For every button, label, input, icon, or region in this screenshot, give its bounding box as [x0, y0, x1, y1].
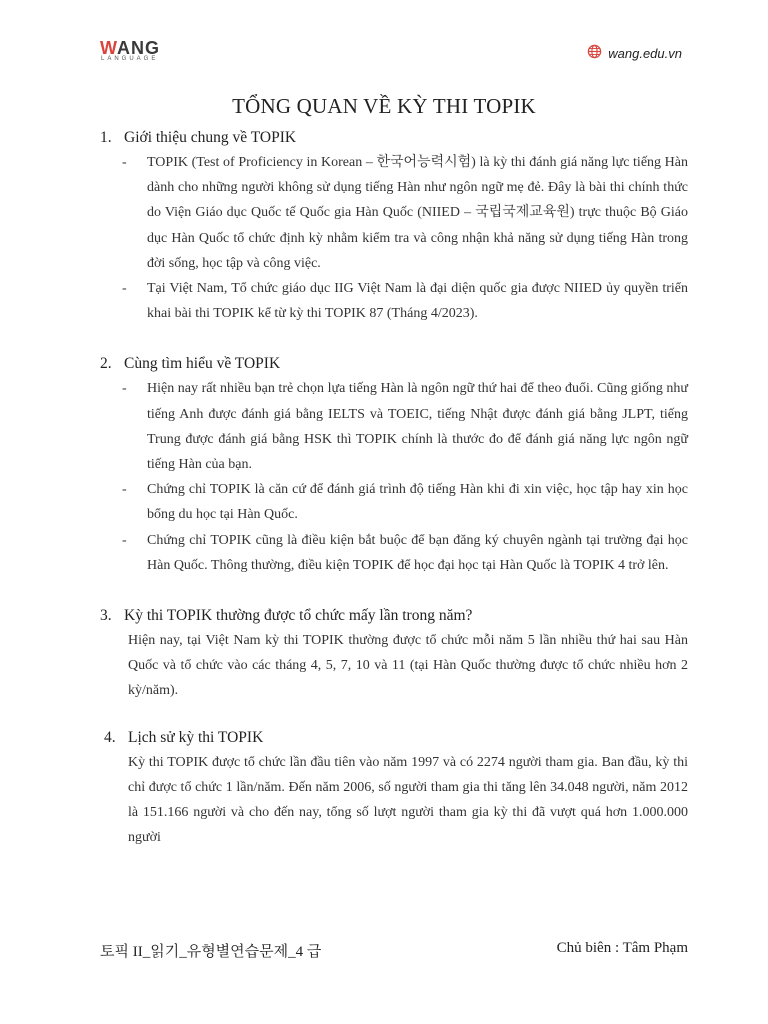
logo-subtext: LANGUAGE [101, 56, 159, 62]
section-1-list [100, 150, 688, 326]
website-text[interactable]: wang.edu.vn [608, 45, 682, 61]
section-4-paragraph: Kỳ thi TOPIK được tổ chức lần đầu tiên vào năm 1997 và có 2274 người tham gia. Ban đầu, kỳ thi chỉ được tổ chức 1 lần/năm. Đến năm 2006, số người tham gia thi tăng lên 34.048 người, năm 2012 là 151.166 người và cho đến nay, tổng số lượt người tham gia kỳ thi đã vượt quá hơn 1.000.000 người [128, 754, 688, 846]
wang-logo [100, 38, 172, 64]
page-title: TỔNG QUAN VỀ KỲ THI TOPIK [232, 94, 536, 118]
list-item: - Tại Việt Nam, Tổ chức giáo dục IIG Việt Nam là đại diện quốc gia được NIIED ủy quyền triển khai bài thi TOPIK kể từ kỳ thi TOPIK 87 (Tháng 4/2023). [122, 281, 688, 322]
list-item: - TOPIK (Test of Proficiency in Korean – 한국어능력시험) là kỳ thi đánh giá năng lực tiếng Hàn dành cho những người không sử dụng tiếng Hàn như ngôn ngữ mẹ đẻ. Đây là bài thi chính thức do Viện Giáo dục Quốc tế Quốc gia Hàn Quốc (NIIED – 국립국제교육원) trực thuộc Bộ Giáo dục Hàn Quốc tổ chức định kỳ nhằm kiểm tra và công nhận khả năng sử dụng tiếng Hàn trong đời sống, học tập và công việc. [122, 155, 688, 271]
section-title: Kỳ thi TOPIK thường được tổ chức mấy lần trong năm? [124, 607, 473, 625]
website-link[interactable] [587, 44, 682, 62]
page-footer [100, 940, 688, 961]
list-item: - Hiện nay rất nhiều bạn trẻ chọn lựa tiếng Hàn là ngôn ngữ thứ hai để theo đuổi. Cũng giống như tiếng Anh được đánh giá bằng IELTS và TOEIC, tiếng Nhật được đánh giá bằng JLPT, tiếng Trung được đánh giá bằng HSK thì TOPIK chính là thước đo để đánh giá năng lực ngôn ngữ tiếng Hàn của bạn. [122, 381, 688, 473]
list-item: - Chứng chỉ TOPIK cũng là điều kiện bắt buộc để bạn đăng ký chuyên ngành tại trường đại học Hàn Quốc. Thông thường, điều kiện TOPIK để học đại học tại Hàn Quốc là TOPIK 4 trở lên. [122, 532, 688, 573]
section-number: 2. [100, 355, 112, 373]
section-3-paragraph: Hiện nay, tại Việt Nam kỳ thi TOPIK thường được tổ chức mỗi năm 5 lần nhiều thứ hai sau Hàn Quốc và tổ chức vào các tháng 4, 5, 7, 10 và 11 (tại Hàn Quốc thường được tổ chức nhiều hơn 2 kỳ/năm). [128, 633, 688, 699]
list-item: - Chứng chỉ TOPIK là căn cứ để đánh giá trình độ tiếng Hàn khi đi xin việc, học tập hay xin học bổng du học tại Hàn Quốc. [122, 482, 688, 523]
section-title: Lịch sử kỳ thi TOPIK [128, 728, 264, 746]
page-header [0, 0, 768, 80]
logo-wordmark: WANG [100, 38, 160, 58]
section-number: 4. [104, 728, 116, 746]
section-title: Cùng tìm hiểu về TOPIK [124, 355, 281, 373]
section-number: 1. [100, 129, 112, 146]
section-heading-1 [100, 126, 688, 150]
footer-editor: Chủ biên : Tâm Phạm [556, 940, 688, 956]
section-2-list [100, 376, 688, 578]
document-body [100, 126, 688, 850]
globe-icon [587, 44, 602, 62]
section-heading-4 [104, 726, 688, 750]
section-heading-3 [100, 604, 688, 628]
section-heading-2 [100, 352, 688, 376]
footer-book-title: 토픽 II_읽기_유형별연습문제_4 급 [100, 944, 322, 960]
section-title: Giới thiệu chung về TOPIK [124, 129, 297, 146]
section-number: 3. [100, 607, 112, 625]
